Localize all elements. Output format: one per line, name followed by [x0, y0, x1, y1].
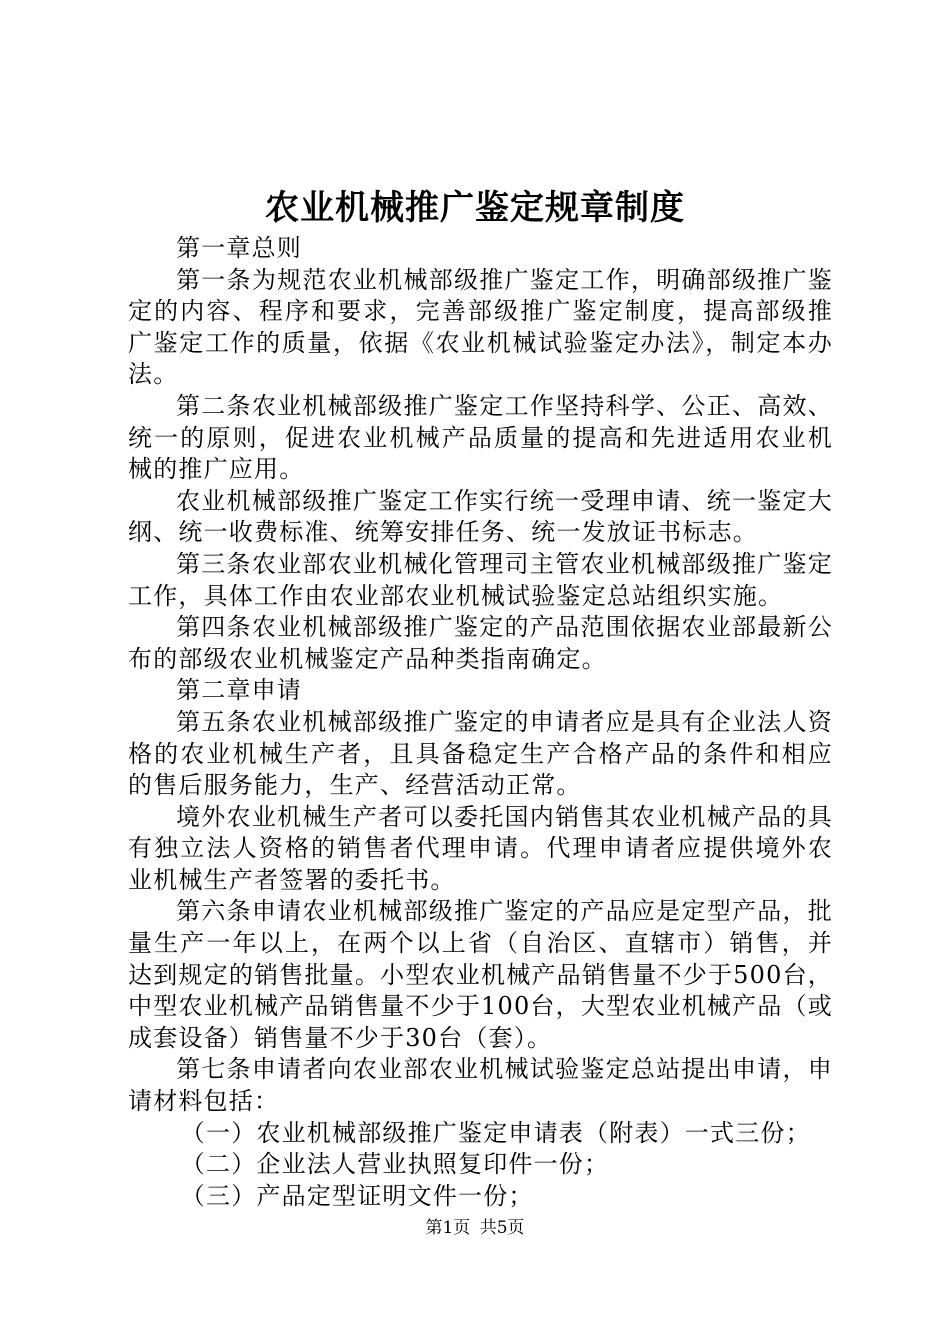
list-item: （三）产品定型证明文件一份； — [180, 1181, 534, 1210]
list-item: （一）农业机械部级推广鉴定申请表（附表）一式三份； — [180, 1118, 811, 1147]
list-item: （二）企业法人营业执照复印件一份； — [180, 1150, 610, 1179]
article-paragraph: 第七条申请者向农业部农业机械试验鉴定总站提出申请，申请材料包括： — [128, 1055, 833, 1116]
article-paragraph: 第三条农业部农业机械化管理司主管农业机械部级推广鉴定工作，具体工作由农业部农业机械试验鉴定总站组织实施。 — [128, 549, 833, 610]
article-paragraph: 境外农业机械生产者可以委托国内销售其农业机械产品的具有独立法人资格的销售者代理申请。代理申请者应提供境外农业机械生产者签署的委托书。 — [128, 802, 833, 894]
article-paragraph: 第四条农业机械部级推广鉴定的产品范围依据农业部最新公布的部级农业机械鉴定产品种类指南确定。 — [128, 613, 833, 673]
page-footer — [0, 1216, 950, 1240]
article-paragraph: 第二条农业机械部级推广鉴定工作坚持科学、公正、高效、统一的原则，促进农业机械产品质量的提高和先进适用农业机械的推广应用。 — [128, 391, 833, 484]
document-body — [128, 233, 833, 1212]
article-paragraph: 农业机械部级推广鉴定工作实行统一受理申请、统一鉴定大纲、统一收费标准、统筹安排任务、统一发放证书标志。 — [128, 486, 833, 547]
article-paragraph: 第五条农业机械部级推广鉴定的申请者应是具有企业法人资格的农业机械生产者，且具备稳定生产合格产品的条件和相应的售后服务能力，生产、经营活动正常。 — [128, 707, 833, 800]
page-number: 第1页 — [425, 1218, 471, 1238]
article-paragraph: 第六条申请农业机械部级推广鉴定的产品应是定型产品，批量生产一年以上，在两个以上省（自治区、直辖市）销售，并达到规定的销售批量。小型农业机械产品销售量不少于500台，中型农业机械产品销售量不少于100台，大型农业机械产品（或成套设备）销售量不少于30台（套）。 — [128, 897, 833, 1052]
article-paragraph: 第一条为规范农业机械部级推广鉴定工作，明确部级推广鉴定的内容、程序和要求，完善部级推广鉴定制度，提高部级推广鉴定工作的质量，依据《农业机械试验鉴定办法》，制定本办法。 — [128, 265, 833, 389]
chapter-heading: 第一章总则 — [176, 234, 302, 262]
document-title: 农业机械推广鉴定规章制度 — [265, 188, 685, 228]
page-total: 共5页 — [479, 1218, 525, 1238]
chapter-heading: 第二章申请 — [176, 676, 302, 705]
